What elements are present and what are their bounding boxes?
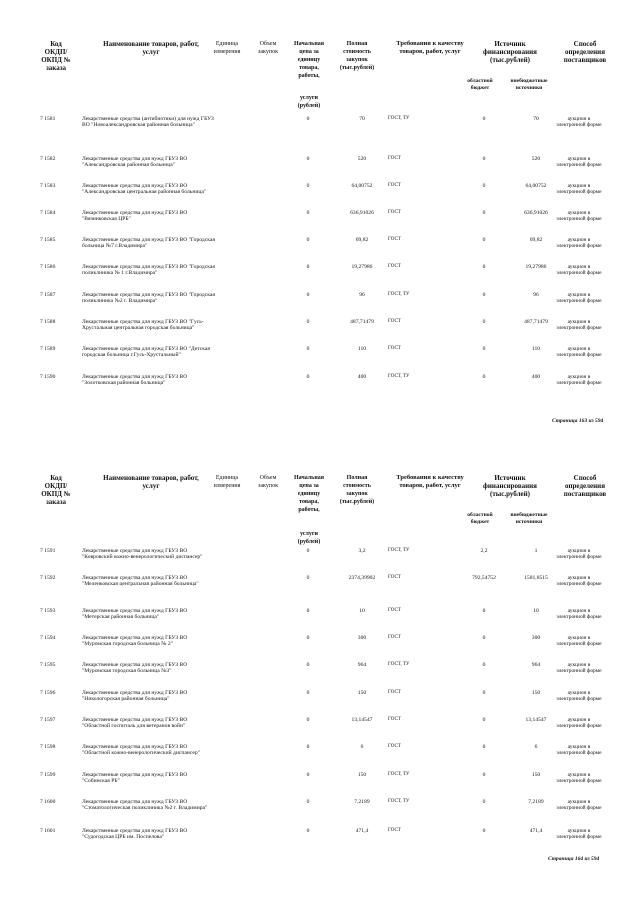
total-cost: 150: [357, 690, 367, 696]
item-name: Лекарственные средства для нужд ГБУЗ ВО "Золотковская районная больница": [82, 374, 188, 387]
order-code: 7 1597: [40, 717, 56, 723]
header-start-price: Начальная цена за единицу товара, работы,: [293, 475, 325, 513]
regional-budget: 0: [482, 156, 486, 162]
page-number-2: Страница 164 из 594: [548, 856, 600, 862]
header-requirements: Требования к качеству товаров, работ, услуг: [396, 474, 464, 489]
extrabudgetary-sources: 636,91026: [524, 210, 548, 216]
header-volume: Объем закупок: [258, 475, 278, 489]
header-source: Источник финансирования (тыс.рублей): [483, 474, 537, 498]
start-price: 0: [306, 690, 310, 696]
item-name: Лекарственные средства для нужд ГБУЗ ВО "Областной кожно-венерологический диспансер": [82, 744, 200, 757]
header-code: Код ОКДП/ ОКПД № заказа: [41, 474, 71, 506]
extrabudgetary-sources: 300: [531, 635, 541, 641]
item-name: Лекарственные средства для нужд ГБУЗ ВО "Ковровский кожно-венерологический диспансер": [82, 548, 203, 561]
total-cost: 96: [359, 292, 365, 298]
total-cost: 19,27986: [351, 264, 373, 270]
quality-requirement: ГОСТ: [388, 210, 401, 215]
extrabudgetary-sources: 13,14547: [525, 717, 547, 723]
quality-requirement: ГОСТ: [388, 635, 401, 640]
extrabudgetary-sources: 64,00752: [525, 183, 547, 189]
quality-requirement: ГОСТ, ТУ: [388, 662, 410, 667]
regional-budget: 0: [482, 210, 486, 216]
start-price: 0: [306, 717, 310, 723]
order-code: 7 1585: [40, 237, 56, 243]
total-cost: 70: [359, 116, 365, 122]
quality-requirement: ГОСТ: [388, 744, 401, 749]
regional-budget: 0: [482, 717, 486, 723]
item-name: Лекарственные средства для нужд ГБУЗ ВО "Судогодская ЦРБ им. Поспелова": [82, 828, 188, 841]
item-name: Лекарственные средства для нужд ГБУЗ ВО "Меленковская центральная районная больница": [82, 575, 199, 588]
order-code: 7 1596: [40, 690, 56, 696]
start-price: 0: [306, 292, 310, 298]
item-name: Лекарственные средства для нужд ГБУЗ ВО "Александровская центральная районная больница": [82, 183, 207, 196]
order-code: 7 1594: [40, 635, 56, 641]
start-price: 0: [306, 772, 310, 778]
total-cost: 520: [357, 156, 367, 162]
procurement-method: аукцион в электронной форме: [556, 346, 602, 359]
quality-requirement: ГОСТ: [388, 319, 401, 324]
header-name: Наименование товаров, работ, услуг: [103, 474, 199, 490]
procurement-method: аукцион в электронной форме: [556, 608, 602, 621]
quality-requirement: ГОСТ: [388, 717, 401, 722]
header-method: Способ определения поставщиков: [563, 40, 607, 64]
order-code: 7 1590: [40, 374, 56, 380]
regional-budget: 0: [482, 799, 486, 805]
item-name: Лекарственные средства для нужд ГБУЗ ВО "Гусь-Хрустальная центральная городская больница": [82, 319, 204, 332]
total-cost: 636,91026: [350, 210, 374, 216]
start-price: 0: [306, 156, 310, 162]
extrabudgetary-sources: 19,27986: [525, 264, 547, 270]
regional-budget: 792,54752: [472, 575, 496, 581]
extrabudgetary-sources: 520: [531, 156, 541, 162]
item-name: Лекарственные средства для нужд ГБУЗ ВО "Городская поликлиника № 1 г.Владимира": [82, 264, 215, 277]
item-name: Лекарственные средства (антибиотики) для нужд ГБУЗ ВО "Новоалександровская районная больница": [82, 116, 214, 129]
extrabudgetary-sources: 69,82: [529, 237, 543, 243]
procurement-method: аукцион в электронной форме: [556, 575, 602, 588]
total-cost: 6: [360, 744, 364, 750]
start-price: 0: [306, 662, 310, 668]
order-code: 7 1593: [40, 608, 56, 614]
order-code: 7 1600: [40, 799, 56, 805]
total-cost: 13,14547: [351, 717, 373, 723]
quality-requirement: ГОСТ: [388, 575, 401, 580]
extrabudgetary-sources: 1581,8515: [524, 575, 548, 581]
quality-requirement: ГОСТ: [388, 156, 401, 161]
order-code: 7 1589: [40, 346, 56, 352]
header-name: Наименование товаров, работ, услуг: [103, 40, 199, 56]
regional-budget: 0: [482, 237, 486, 243]
item-name: Лекарственные средства для нужд ГБУЗ ВО "Вязниковская ЦРБ": [82, 210, 188, 223]
order-code: 7 1598: [40, 744, 56, 750]
regional-budget: 0: [482, 346, 486, 352]
start-price: 0: [306, 346, 310, 352]
procurement-method: аукцион в электронной форме: [556, 772, 602, 785]
regional-budget: 0: [482, 772, 486, 778]
total-cost: 150: [357, 772, 367, 778]
procurement-method: аукцион в электронной форме: [556, 717, 602, 730]
start-price: 0: [306, 264, 310, 270]
header-method: Способ определения поставщиков: [563, 474, 607, 498]
regional-budget: 0: [482, 374, 486, 380]
regional-budget: 2,2: [480, 548, 488, 554]
extrabudgetary-sources: 964: [531, 662, 541, 668]
regional-budget: 0: [482, 690, 486, 696]
procurement-method: аукцион в электронной форме: [556, 237, 602, 250]
procurement-method: аукцион в электронной форме: [556, 156, 602, 169]
order-code: 7 1591: [40, 548, 56, 554]
regional-budget: 0: [482, 264, 486, 270]
order-code: 7 1595: [40, 662, 56, 668]
extrabudgetary-sources: 7,2189: [528, 799, 544, 805]
procurement-method: аукцион в электронной форме: [556, 374, 602, 387]
item-name: Лекарственные средства для нужд ГБУЗ ВО "Собинская РБ": [82, 772, 188, 785]
item-name: Лекарственные средства для нужд ГБУЗ ВО "Городская больница №7 г.Владимира": [82, 237, 215, 250]
item-name: Лекарственные средства для нужд ГБУЗ ВО "Муромская городская больница №3": [82, 662, 188, 675]
header-total: Полная стоимость закупок (тыс.рублей): [339, 41, 375, 71]
header-source-extra: внебюджетные источники: [510, 78, 548, 91]
header-source: Источник финансирования (тыс.рублей): [483, 40, 537, 64]
total-cost: 2374,39902: [348, 575, 376, 581]
order-code: 7 1584: [40, 210, 56, 216]
quality-requirement: ГОСТ: [388, 237, 401, 242]
start-price: 0: [306, 799, 310, 805]
total-cost: 3,2: [358, 548, 366, 554]
order-code: 7 1587: [40, 292, 56, 298]
total-cost: 487,71479: [350, 319, 374, 325]
total-cost: 10: [359, 608, 365, 614]
page-number-1: Страница 163 из 594: [552, 418, 604, 424]
regional-budget: 0: [482, 608, 486, 614]
procurement-method: аукцион в электронной форме: [556, 662, 602, 675]
regional-budget: 0: [482, 292, 486, 298]
total-cost: 64,00752: [351, 183, 373, 189]
start-price: 0: [306, 744, 310, 750]
header-start-price-unit: услуги (рублей): [297, 95, 321, 109]
quality-requirement: ГОСТ: [388, 690, 401, 695]
total-cost: 7,2189: [354, 799, 370, 805]
header-start-price: Начальная цена за единицу товара, работы,: [293, 41, 325, 79]
order-code: 7 1586: [40, 264, 56, 270]
quality-requirement: ГОСТ, ТУ: [388, 772, 410, 777]
total-cost: 69,82: [355, 237, 369, 243]
extrabudgetary-sources: 1: [534, 548, 538, 554]
header-unit: Единица измерения: [213, 41, 241, 55]
header-unit: Единица измерения: [213, 475, 241, 489]
quality-requirement: ГОСТ: [388, 264, 401, 269]
header-code: Код ОКДП/ ОКПД № заказа: [41, 40, 71, 72]
order-code: 7 1599: [40, 772, 56, 778]
start-price: 0: [306, 635, 310, 641]
regional-budget: 0: [482, 116, 486, 122]
procurement-method: аукцион в электронной форме: [556, 264, 602, 277]
procurement-method: аукцион в электронной форме: [556, 319, 602, 332]
total-cost: 964: [357, 662, 367, 668]
regional-budget: 0: [482, 319, 486, 325]
total-cost: 110: [357, 346, 367, 352]
total-cost: 300: [357, 635, 367, 641]
order-code: 7 1601: [40, 828, 56, 834]
quality-requirement: ГОСТ: [388, 828, 401, 833]
item-name: Лекарственные средства для нужд ГБУЗ ВО "Областной госпиталь для ветеранов войн": [82, 717, 188, 730]
quality-requirement: ГОСТ, ТУ: [388, 116, 410, 121]
extrabudgetary-sources: 400: [531, 374, 541, 380]
quality-requirement: ГОСТ, ТУ: [388, 374, 410, 379]
header-source-regional: областной бюджет: [467, 78, 493, 91]
start-price: 0: [306, 575, 310, 581]
header-source-extra: внебюджетные источники: [510, 512, 548, 525]
start-price: 0: [306, 828, 310, 834]
procurement-method: аукцион в электронной форме: [556, 548, 602, 561]
order-code: 7 1581: [40, 116, 56, 122]
procurement-method: аукцион в электронной форме: [556, 183, 602, 196]
item-name: Лекарственные средства для нужд ГБУЗ ВО "Метерская районная больница": [82, 608, 188, 621]
procurement-method: аукцион в электронной форме: [556, 690, 602, 703]
quality-requirement: ГОСТ, ТУ: [388, 799, 410, 804]
extrabudgetary-sources: 487,71479: [524, 319, 548, 325]
total-cost: 471,4: [355, 828, 369, 834]
header-volume: Объем закупок: [258, 41, 278, 55]
procurement-method: аукцион в электронной форме: [556, 828, 602, 841]
start-price: 0: [306, 374, 310, 380]
procurement-method: аукцион в электронной форме: [556, 210, 602, 223]
extrabudgetary-sources: 150: [531, 690, 541, 696]
extrabudgetary-sources: 471,4: [529, 828, 543, 834]
start-price: 0: [306, 183, 310, 189]
order-code: 7 1582: [40, 156, 56, 162]
start-price: 0: [306, 608, 310, 614]
start-price: 0: [306, 237, 310, 243]
extrabudgetary-sources: 96: [533, 292, 539, 298]
header-total: Полная стоимость закупок (тыс.рублей): [339, 475, 375, 505]
procurement-method: аукцион в электронной форме: [556, 635, 602, 648]
start-price: 0: [306, 548, 310, 554]
item-name: Лекарственные средства для нужд ГБУЗ ВО "Детская городская больница г.Гусь-Хрустальный": [82, 346, 210, 359]
extrabudgetary-sources: 10: [533, 608, 539, 614]
regional-budget: 0: [482, 828, 486, 834]
header-source-regional: областной бюджет: [467, 512, 493, 525]
item-name: Лекарственные средства для нужд ГБУЗ ВО "Никологорская районная больница": [82, 690, 188, 703]
item-name: Лекарственные средства для нужд ГБУЗ ВО "Городская поликлиника №2 г. Владимира": [82, 292, 215, 305]
extrabudgetary-sources: 70: [533, 116, 539, 122]
start-price: 0: [306, 319, 310, 325]
regional-budget: 0: [482, 662, 486, 668]
extrabudgetary-sources: 6: [534, 744, 538, 750]
quality-requirement: ГОСТ, ТУ: [388, 548, 410, 553]
header-start-price-unit: услуги (рублей): [297, 531, 321, 545]
order-code: 7 1588: [40, 319, 56, 325]
order-code: 7 1583: [40, 183, 56, 189]
quality-requirement: ГОСТ: [388, 346, 401, 351]
header-requirements: Требования к качеству товаров, работ, услуг: [396, 40, 464, 55]
start-price: 0: [306, 210, 310, 216]
regional-budget: 0: [482, 183, 486, 189]
total-cost: 400: [357, 374, 367, 380]
procurement-method: аукцион в электронной форме: [556, 292, 602, 305]
procurement-method: аукцион в электронной форме: [556, 744, 602, 757]
regional-budget: 0: [482, 744, 486, 750]
item-name: Лекарственные средства для нужд ГБУЗ ВО "Александровская районная больница": [82, 156, 188, 169]
procurement-method: аукцион в электронной форме: [556, 799, 602, 812]
order-code: 7 1592: [40, 575, 56, 581]
extrabudgetary-sources: 150: [531, 772, 541, 778]
start-price: 0: [306, 116, 310, 122]
item-name: Лекарственные средства для нужд ГБУЗ ВО "Стоматологическая поликлиника №2 г. Владимира": [82, 799, 208, 812]
quality-requirement: ГОСТ: [388, 183, 401, 188]
quality-requirement: ГОСТ: [388, 608, 401, 613]
item-name: Лекарственные средства для нужд ГБУЗ ВО "Муромская городская больница № 2": [82, 635, 188, 648]
quality-requirement: ГОСТ, ТУ: [388, 292, 410, 297]
extrabudgetary-sources: 110: [531, 346, 541, 352]
procurement-method: аукцион в электронной форме: [556, 116, 602, 129]
regional-budget: 0: [482, 635, 486, 641]
